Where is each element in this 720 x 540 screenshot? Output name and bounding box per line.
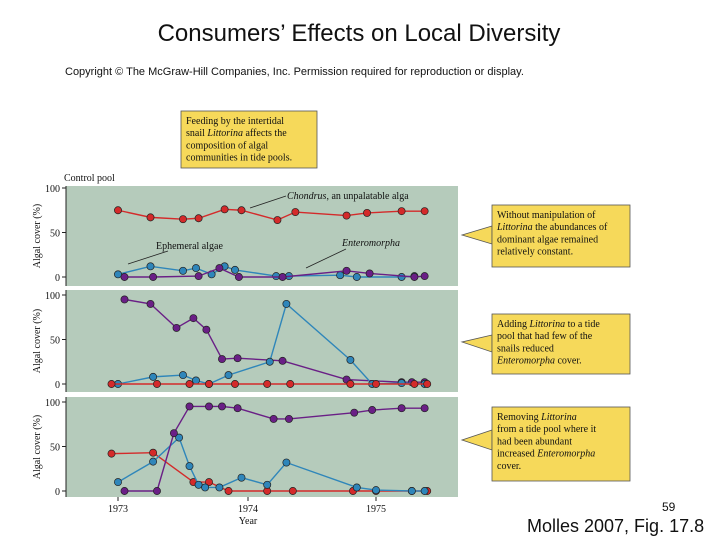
- plot-panels: [32, 184, 458, 498]
- data-point: [285, 415, 292, 422]
- data-point: [283, 459, 290, 466]
- data-point: [195, 481, 202, 488]
- panel-2: [32, 290, 458, 392]
- panel-3: [32, 397, 458, 498]
- data-point: [421, 487, 428, 494]
- y-tick-label: 50: [50, 442, 60, 454]
- data-point: [292, 208, 299, 215]
- enteromorpha-label: Enteromorpha: [342, 238, 400, 249]
- caption-line: had been abundant: [497, 436, 572, 448]
- data-point: [369, 406, 376, 413]
- data-point: [192, 377, 199, 384]
- x-tick-label: 1973: [108, 504, 128, 515]
- data-point: [398, 405, 405, 412]
- data-point: [351, 409, 358, 416]
- data-point: [234, 405, 241, 412]
- chondrus-label: Chondrus, an unpalatable alga: [287, 191, 409, 202]
- data-point: [150, 458, 157, 465]
- data-point: [216, 484, 223, 491]
- caption-pointer: [462, 335, 492, 352]
- caption-line: Enteromorpha cover.: [497, 355, 582, 367]
- data-point: [218, 403, 225, 410]
- citation: Molles 2007, Fig. 17.8: [527, 516, 705, 536]
- data-point: [147, 300, 154, 307]
- caption-line: cover.: [497, 460, 522, 472]
- data-point: [225, 487, 232, 494]
- control-pool-label: Control pool: [64, 173, 115, 184]
- data-point: [398, 208, 405, 215]
- panel-background: [66, 397, 458, 497]
- caption-line: snails reduced: [497, 343, 554, 355]
- data-point: [363, 209, 370, 216]
- intro-caption-box: [181, 111, 317, 168]
- data-point: [221, 206, 228, 213]
- data-point: [231, 266, 238, 273]
- data-point: [347, 356, 354, 363]
- data-point: [343, 212, 350, 219]
- y-tick-label: 50: [50, 228, 60, 240]
- data-point: [153, 487, 160, 494]
- data-point: [195, 273, 202, 280]
- y-tick-label: 100: [45, 398, 60, 409]
- data-point: [235, 273, 242, 280]
- data-point: [202, 484, 209, 491]
- data-point: [273, 273, 280, 280]
- data-point: [108, 450, 115, 457]
- data-point: [114, 479, 121, 486]
- ephemeral-label: Ephemeral algae: [156, 241, 223, 252]
- page-number: 59: [662, 500, 676, 514]
- data-point: [234, 355, 241, 362]
- data-point: [186, 403, 193, 410]
- data-point: [150, 449, 157, 456]
- side-captions: [462, 205, 630, 481]
- data-point: [289, 487, 296, 494]
- data-point: [337, 272, 344, 279]
- caption-line: composition of algal: [186, 140, 269, 152]
- data-point: [153, 380, 160, 387]
- data-point: [179, 267, 186, 274]
- y-axis-title: Algal cover (%): [32, 308, 43, 374]
- data-point: [218, 355, 225, 362]
- data-point: [424, 380, 431, 387]
- data-point: [347, 380, 354, 387]
- data-point: [421, 273, 428, 280]
- data-point: [353, 273, 360, 280]
- data-point: [287, 380, 294, 387]
- data-point: [408, 487, 415, 494]
- x-tick-label: 1975: [366, 504, 386, 515]
- data-point: [238, 207, 245, 214]
- data-point: [205, 403, 212, 410]
- caption-line: communities in tide pools.: [186, 152, 293, 164]
- intro-caption: [181, 111, 317, 168]
- y-tick-label: 50: [50, 335, 60, 347]
- slide-title: Consumers’ Effects on Local Diversity: [157, 20, 561, 47]
- caption-line: from a tide pool where it: [497, 424, 597, 436]
- data-point: [147, 214, 154, 221]
- data-point: [398, 273, 405, 280]
- caption-line: increased Enteromorpha: [497, 448, 596, 460]
- caption-line: Littorina the abundances of: [497, 222, 608, 234]
- data-point: [372, 487, 379, 494]
- data-point: [195, 215, 202, 222]
- y-tick-label: 0: [55, 273, 60, 284]
- data-point: [274, 216, 281, 223]
- data-point: [205, 380, 212, 387]
- y-tick-label: 0: [55, 487, 60, 498]
- data-point: [121, 273, 128, 280]
- data-point: [190, 315, 197, 322]
- data-point: [231, 380, 238, 387]
- caption-pointer: [462, 430, 492, 450]
- data-point: [216, 265, 223, 272]
- data-point: [192, 265, 199, 272]
- data-point: [173, 324, 180, 331]
- data-point: [186, 380, 193, 387]
- side-caption-1: [462, 205, 630, 267]
- side-caption-2: [462, 314, 630, 374]
- data-point: [264, 380, 271, 387]
- y-tick-label: 100: [45, 291, 60, 302]
- x-axis-title: Year: [238, 516, 258, 527]
- data-point: [411, 273, 418, 280]
- data-point: [283, 300, 290, 307]
- y-tick-label: 0: [55, 380, 60, 391]
- data-point: [366, 270, 373, 277]
- y-tick-label: 100: [45, 184, 60, 195]
- panel-background: [66, 290, 458, 392]
- caption-line: relatively constant.: [497, 246, 574, 258]
- data-point: [114, 271, 121, 278]
- data-point: [121, 487, 128, 494]
- data-point: [150, 273, 157, 280]
- caption-line: Feeding by the intertidal: [186, 116, 285, 127]
- data-point: [343, 267, 350, 274]
- data-point: [170, 430, 177, 437]
- data-point: [264, 481, 271, 488]
- data-point: [186, 462, 193, 469]
- y-axis-title: Algal cover (%): [32, 203, 43, 269]
- caption-line: pool that had few of the: [497, 331, 593, 343]
- data-point: [150, 373, 157, 380]
- data-point: [372, 380, 379, 387]
- data-point: [398, 380, 405, 387]
- caption-line: snail Littorina affects the: [186, 128, 287, 140]
- caption-line: Removing Littorina: [497, 412, 577, 423]
- caption-line: Without manipulation of: [497, 210, 596, 221]
- data-point: [353, 484, 360, 491]
- y-axis-title: Algal cover (%): [32, 414, 43, 480]
- caption-line: Adding Littorina to a tide: [497, 319, 600, 330]
- caption-line: dominant algae remained: [497, 234, 599, 246]
- data-point: [411, 380, 418, 387]
- x-tick-label: 1974: [238, 504, 258, 515]
- data-point: [179, 372, 186, 379]
- data-point: [279, 357, 286, 364]
- data-point: [238, 474, 245, 481]
- data-point: [421, 405, 428, 412]
- data-point: [279, 273, 286, 280]
- data-point: [114, 207, 121, 214]
- data-point: [179, 216, 186, 223]
- data-point: [225, 372, 232, 379]
- copyright-notice: Copyright © The McGraw-Hill Companies, Inc. Permission required for reproduction or display.: [65, 66, 524, 78]
- data-point: [270, 415, 277, 422]
- caption-pointer: [462, 226, 492, 244]
- data-point: [147, 263, 154, 270]
- data-point: [421, 208, 428, 215]
- data-point: [266, 358, 273, 365]
- data-point: [108, 380, 115, 387]
- data-point: [121, 296, 128, 303]
- axes: [108, 497, 386, 527]
- data-point: [203, 326, 210, 333]
- side-caption-3: [462, 407, 630, 481]
